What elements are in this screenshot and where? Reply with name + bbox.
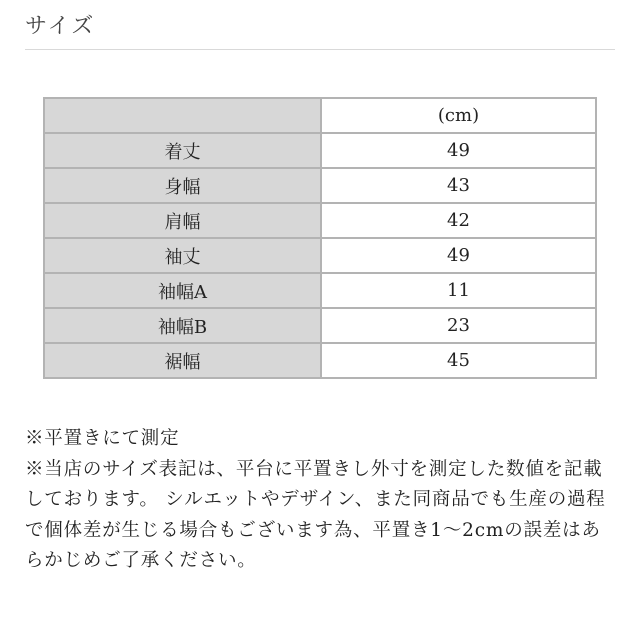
row-value: 49: [321, 238, 596, 273]
row-label: 裾幅: [44, 343, 321, 378]
row-value: 42: [321, 203, 596, 238]
row-value: 45: [321, 343, 596, 378]
measurement-notes: [25, 424, 615, 577]
row-value: 49: [321, 133, 596, 168]
header-label-cell: [44, 98, 321, 133]
row-label: 着丈: [44, 133, 321, 168]
section-title: サイズ: [25, 14, 96, 39]
table-row: [44, 273, 596, 308]
row-value: 23: [321, 308, 596, 343]
title-divider: [25, 49, 615, 50]
note-size-disclaimer: ※当店のサイズ表記は、平台に平置きし外寸を測定した数値を記載しております。 シルエットやデザイン、また同商品でも生産の過程で個体差が生じる場合もございます為、平置き1〜2cmの誤差はあらかじめご了承ください。: [25, 458, 606, 571]
table-row: [44, 238, 596, 273]
row-label: 身幅: [44, 168, 321, 203]
row-label: 袖幅B: [44, 308, 321, 343]
size-table: [43, 97, 597, 379]
row-value: 11: [321, 273, 596, 308]
header-unit-cell: (cm): [321, 98, 596, 133]
row-label: 肩幅: [44, 203, 321, 238]
table-row: [44, 133, 596, 168]
row-label: 袖幅A: [44, 273, 321, 308]
table-row: [44, 308, 596, 343]
table-row: [44, 343, 596, 378]
note-flat-measure: ※平置きにて測定: [25, 428, 180, 449]
table-row: [44, 168, 596, 203]
table-row: [44, 203, 596, 238]
row-value: 43: [321, 168, 596, 203]
table-header-row: [44, 98, 596, 133]
row-label: 袖丈: [44, 238, 321, 273]
